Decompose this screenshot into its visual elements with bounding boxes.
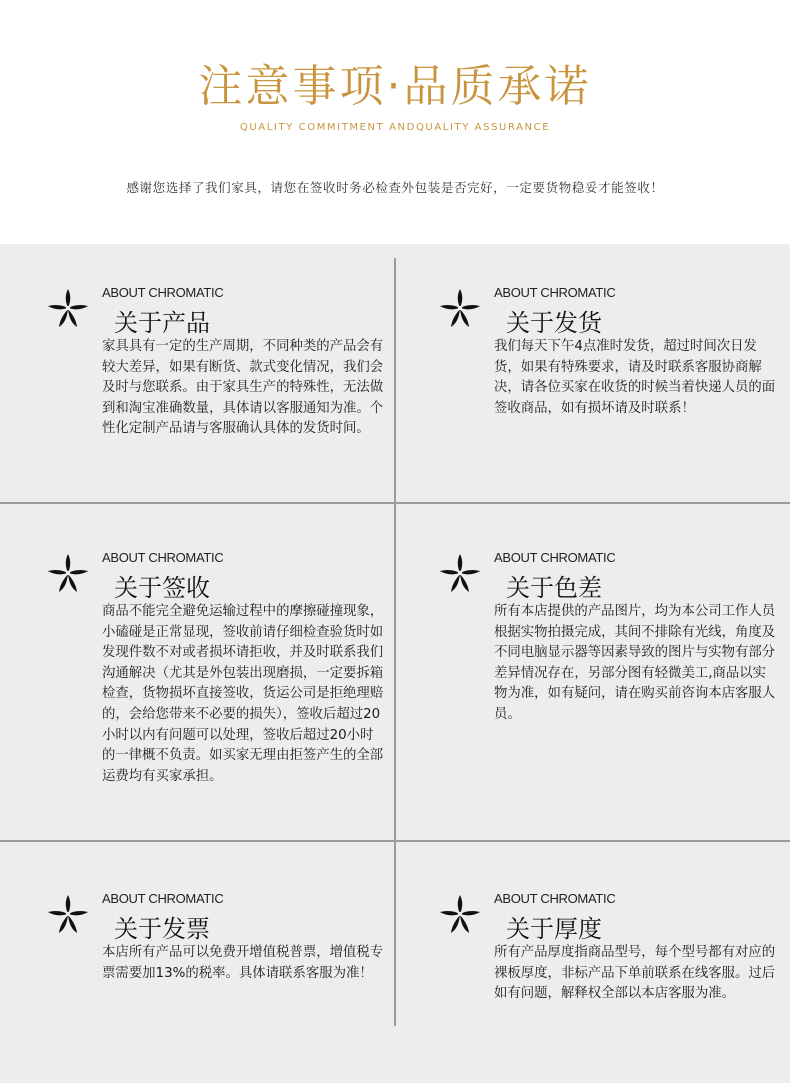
notice-grid	[0, 244, 790, 1083]
card-title: 关于发票	[114, 915, 210, 943]
card-body: 商品不能完全避免运输过程中的摩擦碰撞现象，小磕碰是正常显现，签收前请仔细检查验货时如发现件数不对或者损坏请拒收，并及时联系我们沟通解决（尤其是外包装出现磨损，一定要拆箱检查，货物损坏直接签收，货运公司是拒绝理赔的，会给您带来不必要的损失），签收后超过20小时以内有问题可以处理，签收后超过20小时的一律概不负责。如买家无理由拒签产生的全部运费均有买家承担。	[102, 604, 384, 784]
card-title: 关于色差	[506, 574, 602, 602]
card-en-label: ABOUT CHROMATIC	[494, 550, 616, 565]
flower-icon	[438, 287, 482, 331]
card-title: 关于签收	[114, 574, 210, 602]
page-subtitle: QUALITY COMMITMENT ANDQUALITY ASSURANCE	[239, 122, 551, 133]
card-body: 家具具有一定的生产周期，不同种类的产品会有较大差异，如果有断货、款式变化情况，我们会及时与您联系。由于家具生产的特殊性，无法做到和淘宝准确数量，具体请以客服通知为准。个性化定制产品请与客服确认具体的发货时间。	[102, 339, 384, 437]
card-en-label: ABOUT CHROMATIC	[494, 285, 616, 300]
card-body: 本店所有产品可以免费开增值税普票，增值税专票需要加13%的税率。具体请联系客服为准！	[102, 945, 384, 981]
card-body: 所有本店提供的产品图片，均为本公司工作人员根据实物拍摄完成，其间不排除有光线，角度及不同电脑显示器等因素导致的图片与实物有部分差异情况存在，另部分图有轻微美工,商品以实物为准，如有疑问，请在购买前咨询本店客服人员。	[494, 604, 776, 722]
page-header	[0, 0, 790, 244]
divider-vertical	[394, 258, 396, 502]
card-title: 关于产品	[114, 309, 210, 337]
intro-text: 感谢您选择了我们家具，请您在签收时务必检查外包装是否完好，一定要货物稳妥才能签收！	[126, 180, 664, 195]
card-title: 关于厚度	[506, 915, 602, 943]
flower-icon	[438, 893, 482, 937]
divider-vertical	[394, 842, 396, 1026]
card-en-label: ABOUT CHROMATIC	[102, 285, 224, 300]
card-en-label: ABOUT CHROMATIC	[494, 891, 616, 906]
card-en-label: ABOUT CHROMATIC	[102, 891, 224, 906]
card-en-label: ABOUT CHROMATIC	[102, 550, 224, 565]
card-body: 所有产品厚度指商品型号，每个型号都有对应的裸板厚度，非标产品下单前联系在线客服。过后如有问题，解释权全部以本店客服为准。	[494, 945, 776, 1002]
flower-icon	[46, 893, 90, 937]
flower-icon	[46, 552, 90, 596]
flower-icon	[46, 287, 90, 331]
page-title: 注意事项·品质承诺	[198, 61, 592, 112]
flower-icon	[438, 552, 482, 596]
card-body: 我们每天下午4点准时发货，超过时间次日发货，如果有特殊要求，请及时联系客服协商解决，请各位买家在收货的时候当着快递人员的面签收商品，如有损坏请及时联系！	[494, 339, 776, 416]
card-title: 关于发货	[506, 309, 602, 337]
divider-vertical	[394, 504, 396, 840]
